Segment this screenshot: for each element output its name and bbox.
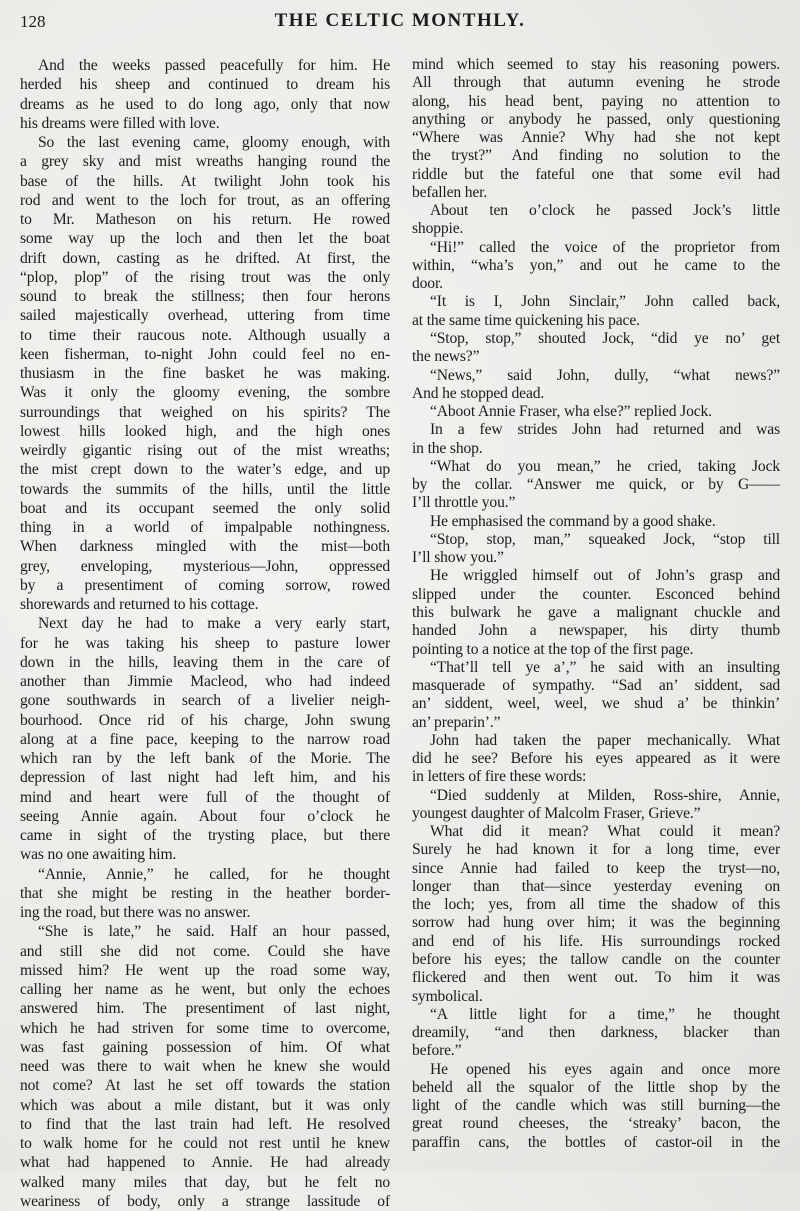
text-line: to walk home for he could not rest until he knew (20, 1135, 390, 1152)
text-line: which he had striven for some time to overcome, (20, 1019, 390, 1037)
paragraph (412, 787, 780, 824)
text-line: which ran by the left bank of the Morie. The (20, 750, 390, 767)
text-line: “News,” said John, dully, “what news?” (430, 366, 780, 384)
text-line: and still she did not come. Could she have (20, 942, 390, 960)
text-line: weirdly gigantic rising out of the mist wreaths; (20, 442, 390, 459)
paragraph (412, 56, 780, 202)
text-line: his dreams were filled with love. (20, 114, 220, 132)
text-line: ing the road, but there was no answer. (20, 904, 251, 921)
text-line: “Died suddenly at Milden, Ross-shire, Annie, (430, 786, 780, 804)
text-line: light of the candle which was still burning—the (412, 1097, 780, 1115)
text-line: a grey sky and mist wreaths hanging round the (20, 153, 390, 171)
text-line: He wriggled himself out of John’s grasp and (430, 567, 780, 585)
text-line: rod and went to the loch for trout, as an offering (20, 191, 390, 209)
text-line: since Annie had failed to keep the tryst—no, (412, 859, 780, 877)
text-line: pointing to a notice at the top of the first page. (412, 640, 694, 658)
text-line: Surely he had known it for a long time, ever (412, 841, 780, 859)
text-line: I’ll show you.” (412, 549, 504, 567)
paragraph (20, 865, 390, 923)
text-line: About ten o’clock he passed Jock’s little (430, 202, 780, 220)
text-line: not come? At last he set off towards the station (20, 1077, 390, 1095)
text-line: shorewards and returned to his cottage. (20, 596, 259, 613)
text-line: was fast gaining possession of him. Of what (20, 1038, 390, 1056)
text-line: for he was taking his sheep to pasture lower (20, 634, 390, 652)
text-line: keen fisherman, to-night John could feel no en- (20, 345, 390, 363)
text-line: bourhood. Once rid of his charge, John swung (20, 711, 390, 729)
paragraph (412, 239, 780, 294)
text-line: by a presentiment of coming sorrow, rowed (20, 576, 390, 594)
text-line: When darkness mingled with the mist—both (20, 538, 390, 556)
text-line: In a few strides John had returned and was (430, 421, 780, 439)
paragraph (20, 922, 390, 1211)
text-line: an’ preparin’.” (412, 713, 501, 731)
text-line: which was about a mile distant, but it was only (20, 1096, 390, 1114)
text-line: anything or anybody he passed, only questioning (412, 110, 780, 128)
text-line: some way up the loch and then let the boat (20, 230, 390, 248)
paragraph (20, 614, 390, 864)
text-line: in letters of fire these words: (412, 768, 587, 786)
text-line: seeing Annie again. About four o’clock he (20, 807, 390, 825)
text-line: mind and heart were full of the thought of (20, 788, 390, 806)
text-line: base of the hills. At twilight John took his (20, 172, 390, 190)
paragraph (412, 732, 780, 787)
text-line: John had taken the paper mechanically. What (430, 731, 780, 749)
text-line: “plop, plop” of the rising trout was the only (20, 268, 390, 286)
text-line: longer than that—since yesterday evening on (412, 877, 780, 895)
text-line: the mist crept down to the water’s edge, and up (20, 461, 390, 479)
text-line: weariness of body, only a strange lassitude of (20, 1192, 390, 1210)
text-line: in the shop. (412, 439, 483, 457)
text-line: Next day he had to make a very early start, (38, 615, 390, 633)
text-line: I’ll throttle you.” (412, 494, 516, 512)
text-line: need was there to wait when he knew she would (20, 1058, 390, 1075)
text-line: riddle but the fateful one that some evil had (412, 165, 780, 183)
text-line: “What do you mean,” he cried, taking Jock (430, 457, 780, 475)
text-line: came in sight of the trysting place, but there (20, 827, 390, 844)
text-line: that she might be resting in the heather border- (20, 884, 390, 902)
text-line: depression of last night had left him, and his (20, 769, 390, 787)
text-line: missed him? He went up the road some way, (20, 961, 390, 979)
text-line: thusiasm in the fine basket he was making. (20, 365, 390, 382)
text-line: sailed majestically overhead, uttering from time (20, 307, 390, 325)
text-line: towards the summits of the hills, until the little (20, 480, 390, 498)
text-line: “She is late,” he said. Half an hour passed, (38, 923, 390, 941)
text-line: “It is I, John Sinclair,” John called back, (430, 293, 780, 311)
text-line: masquerade of sympathy. “Sad an’ siddent, sad (412, 677, 780, 695)
paragraph (412, 330, 780, 367)
text-line: symbolical. (412, 987, 483, 1005)
text-line: to find that the last train had left. He resolved (20, 1115, 390, 1133)
text-line: And the weeks passed peacefully for him. He (38, 57, 390, 74)
text-line: down in the hills, leaving them in the care of (20, 653, 390, 671)
text-line: shoppie. (412, 220, 464, 238)
text-line: sound to break the stillness; then four herons (20, 288, 390, 305)
text-column-left (20, 56, 390, 1211)
text-line: “Stop, stop, man,” squeaked Jock, “stop till (430, 530, 780, 548)
text-line: an’ siddent, weel, weel, we shud a’ be thinkin’ (412, 695, 780, 713)
paragraph (412, 1061, 780, 1152)
text-line: surroundings that weighed on his spirits? The (20, 403, 390, 421)
text-line: “That’ll tell ye a’,” he said with an insulting (430, 658, 780, 676)
text-line: before his eyes; the tallow candle on the counter (412, 951, 780, 969)
text-line: the loch; yes, from all time the shadow of this (412, 896, 780, 914)
paragraph (412, 202, 780, 239)
paragraph (412, 403, 780, 421)
paragraph (412, 1006, 780, 1061)
text-line: youngest daughter of Malcolm Fraser, Grieve.” (412, 804, 701, 822)
text-line: and end of his life. His surroundings rocked (412, 932, 780, 950)
paragraph (412, 421, 780, 458)
text-line: the tryst?” And finding no solution to the (412, 147, 780, 165)
text-line: “Stop, stop,” shouted Jock, “did ye no’ get (430, 329, 780, 347)
paragraph (412, 567, 780, 658)
text-line: drift down, casting as he drifted. At first, the (20, 249, 390, 267)
text-line: mind which seemed to stay his reasoning powers. (412, 56, 780, 73)
paragraph (412, 823, 780, 1006)
text-line: And he stopped dead. (412, 384, 545, 402)
text-line: the news?” (412, 348, 480, 366)
paragraph (412, 659, 780, 732)
paragraph (412, 367, 780, 404)
text-line: “Aboot Annie Fraser, wha else?” replied Jock. (430, 403, 712, 421)
text-line: sorrow had hung over him; it was the beginning (412, 914, 780, 932)
text-column-right (412, 56, 780, 1152)
text-line: did he see? Before his eyes appeared as it were (412, 750, 780, 768)
text-line: So the last evening came, gloomy enough, with (38, 134, 390, 151)
text-line: was no one awaiting him. (20, 846, 177, 864)
text-line: beheld all the squalor of the little shop by the (412, 1078, 780, 1096)
text-line: flickered and then went out. To him it was (412, 969, 780, 987)
text-line: to time their raucous note. Although usually a (20, 326, 390, 344)
paragraph (20, 56, 390, 133)
text-line: Was it only the gloomy evening, the sombre (20, 384, 390, 402)
text-line: He emphasised the command by a good shake. (430, 512, 716, 530)
text-line: dreamily, “and then darkness, blacker than (412, 1024, 780, 1042)
text-line: this bulwark he gave a malignant chuckle and (412, 603, 780, 621)
text-line: answered him. The presentiment of last night, (20, 1000, 390, 1018)
text-line: walked many miles that day, but he felt no (20, 1173, 390, 1191)
text-line: What did it mean? What could it mean? (430, 823, 780, 841)
text-line: He opened his eyes again and once more (430, 1060, 780, 1078)
text-line: along at a fine pace, keeping to the narrow road (20, 730, 390, 748)
text-line: at the same time quickening his pace. (412, 311, 640, 329)
text-line: “Annie, Annie,” he called, for he thought (38, 865, 390, 883)
text-line: paraffin cans, the bottles of castor-oil in the (412, 1133, 780, 1151)
text-line: by the collar. “Answer me quick, or by G—— (412, 476, 780, 494)
text-line: along, his head bent, paying no attention to (412, 92, 780, 110)
text-line: dreams as he used to do long ago, only that now (20, 95, 390, 113)
text-line: another than Jimmie Macleod, who had indeed (20, 673, 390, 690)
text-line: “Hi!” called the voice of the proprietor from (430, 238, 780, 256)
text-line: before.” (412, 1042, 462, 1060)
text-line: “A little light for a time,” he thought (430, 1005, 780, 1023)
text-line: gone southwards in search of a livelier neigh- (20, 692, 390, 710)
paragraph (412, 531, 780, 568)
paragraph (20, 133, 390, 614)
text-line: grey, enveloping, mysterious—John, oppressed (20, 557, 390, 575)
running-title: THE CELTIC MONTHLY. (274, 10, 526, 31)
text-line: “Where was Annie? Why had she not kept (412, 129, 780, 147)
paragraph (412, 458, 780, 513)
text-line: handed John a newspaper, his dirty thumb (412, 622, 780, 640)
text-line: to Mr. Matheson on his return. He rowed (20, 211, 390, 228)
text-line: calling her name as he went, but only the echoes (20, 981, 390, 998)
text-line: boat and its occupant seemed the only solid (20, 499, 390, 517)
paragraph (412, 513, 780, 531)
text-line: what had happened to Annie. He had already (20, 1154, 390, 1172)
text-line: lowest hills looked high, and the high ones (20, 422, 390, 440)
paragraph (412, 293, 780, 330)
text-line: thing in a world of impalpable nothingness. (20, 519, 390, 536)
text-line: befallen her. (412, 183, 488, 201)
text-line: door. (412, 275, 443, 293)
text-line: great round cheeses, the ‘streaky’ bacon, the (412, 1115, 780, 1133)
text-line: herded his sheep and continued to dream his (20, 76, 390, 94)
text-line: slipped under the counter. Esconced behind (412, 585, 780, 603)
text-line: All through that autumn evening he strode (412, 74, 780, 92)
page-number: 128 (20, 12, 46, 31)
text-line: within, “wha’s yon,” and out he came to the (412, 256, 780, 274)
